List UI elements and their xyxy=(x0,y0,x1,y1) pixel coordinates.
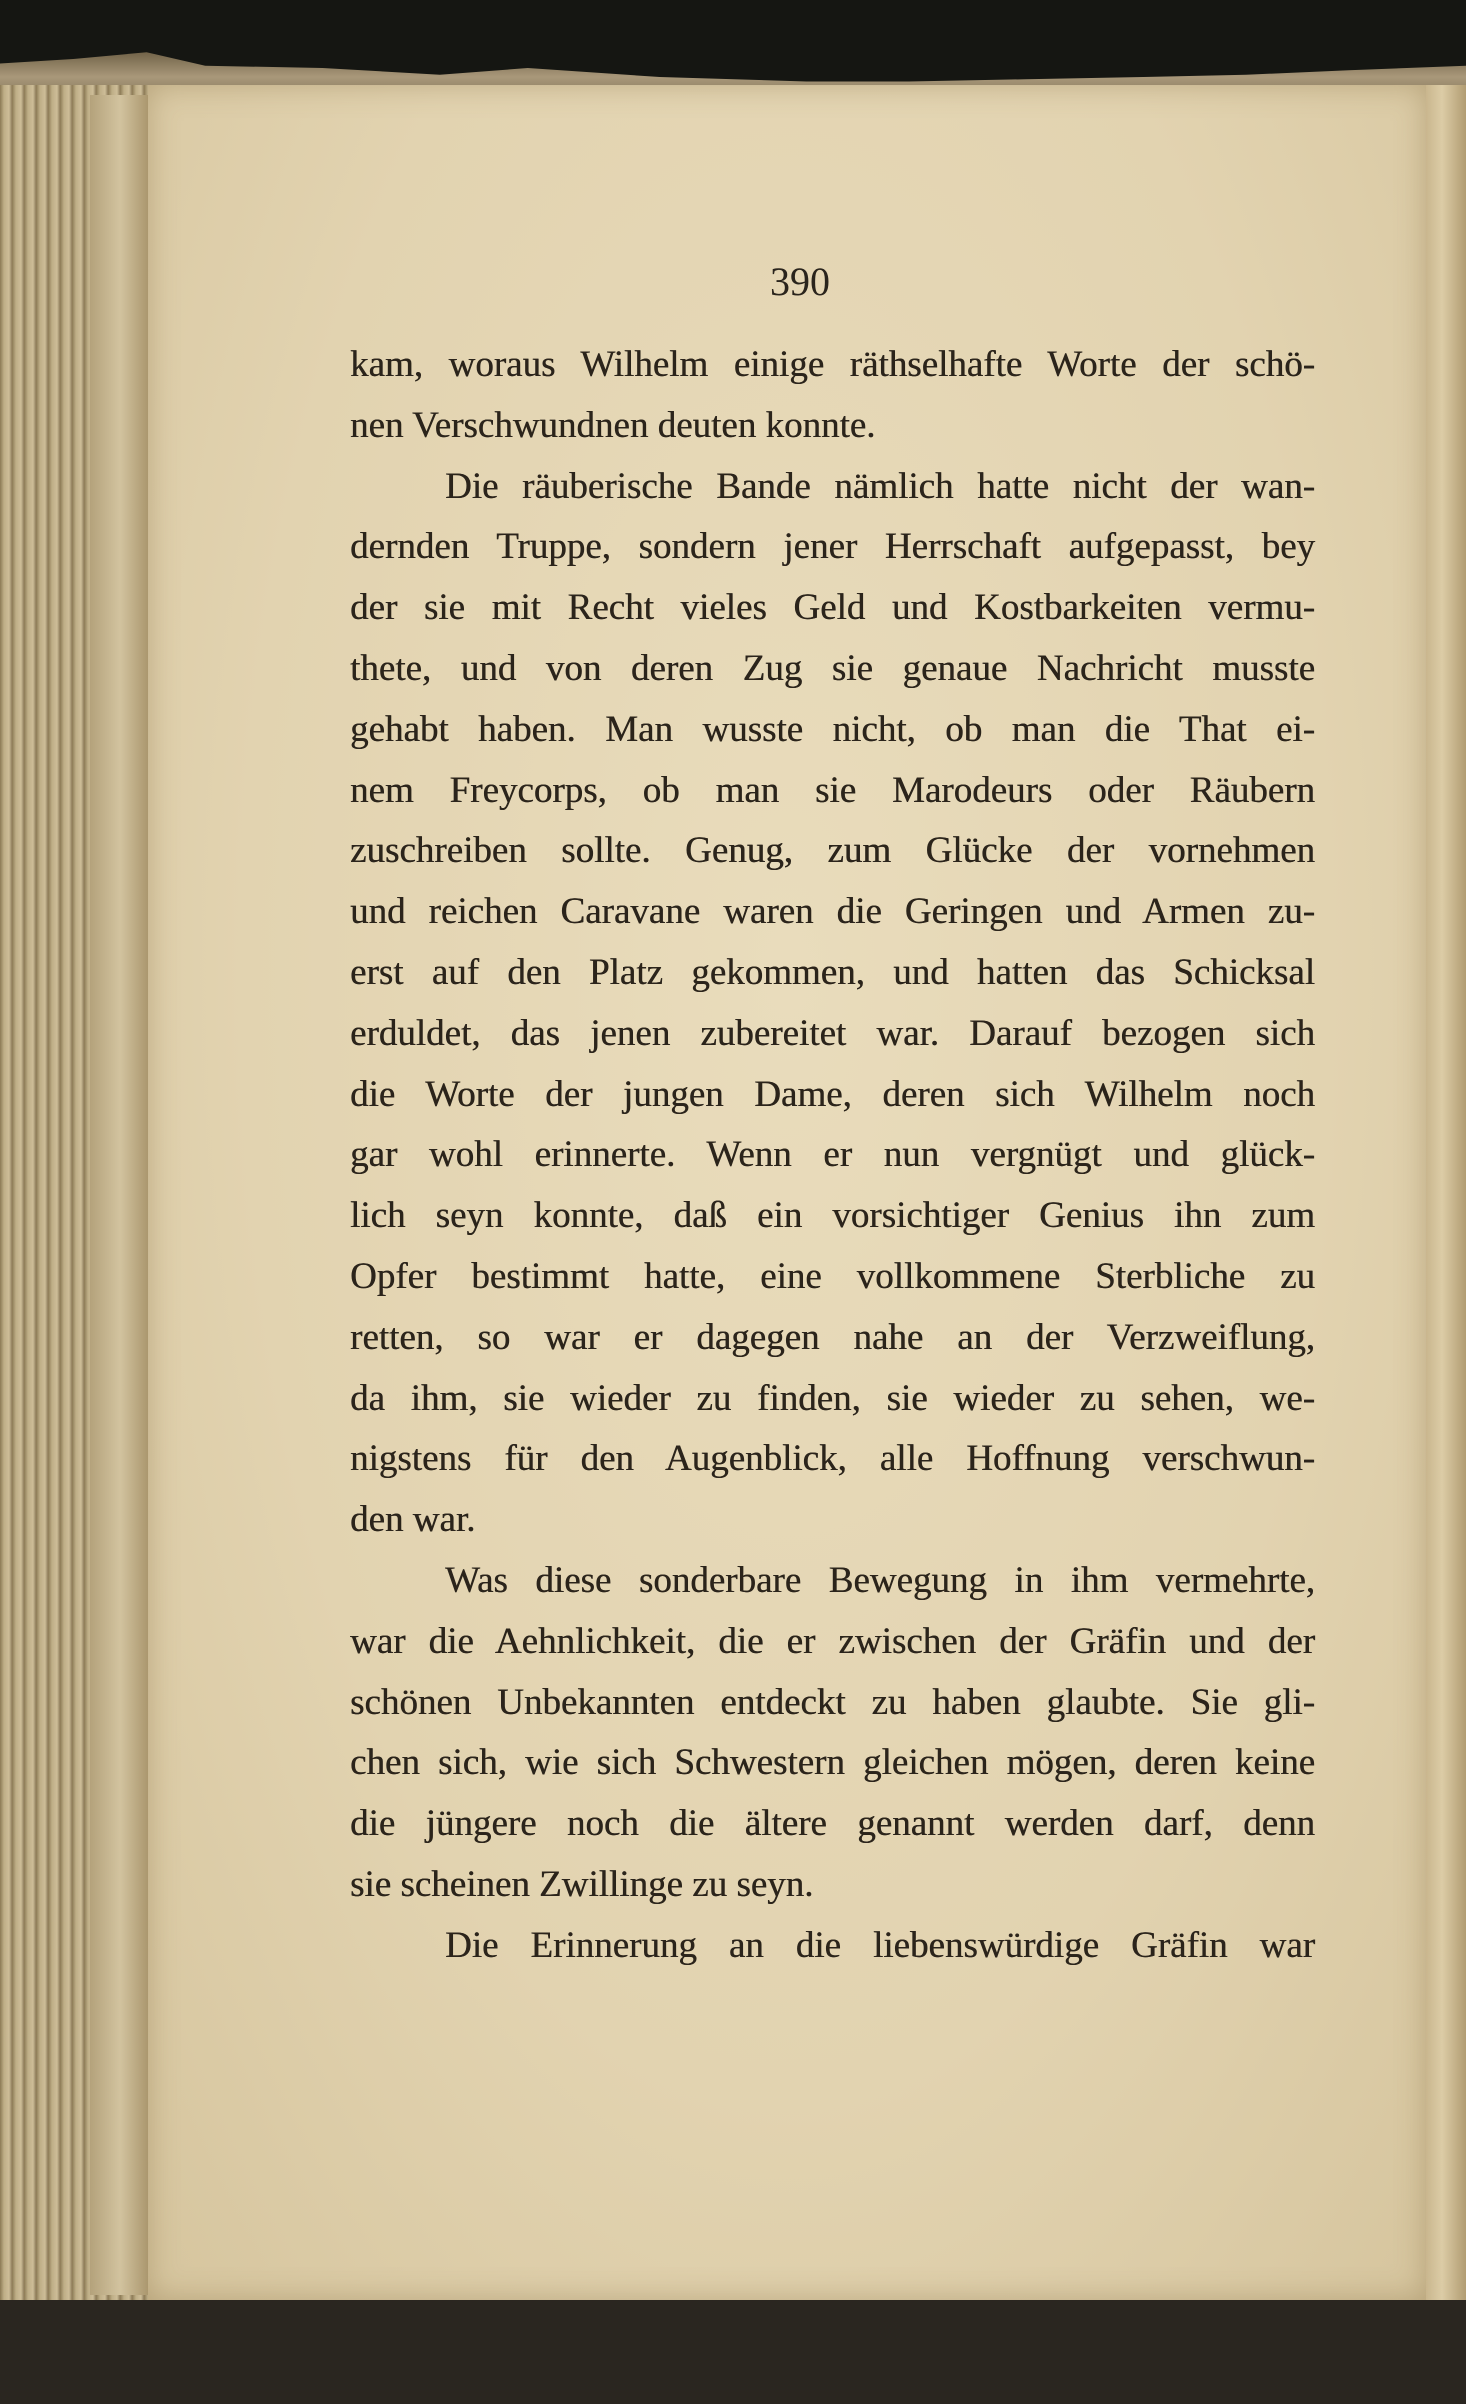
page-edges xyxy=(90,95,150,2295)
text-line: kam, woraus Wilhelm einige räthselhafte Worte der schö- xyxy=(350,344,1315,385)
page-number: 390 xyxy=(770,259,830,304)
text-line: zuschreiben sollte. Genug, zum Glücke der vornehmen xyxy=(350,830,1315,872)
body-text xyxy=(350,335,1315,1977)
text-line: der sie mit Recht vieles Geld und Kostbarkeiten vermu- xyxy=(350,587,1315,629)
text-line: die jüngere noch die ältere genannt werden darf, denn xyxy=(350,1803,1315,1845)
text-line: lich seyn konnte, daß ein vorsichtiger Genius ihn zum xyxy=(350,1195,1315,1237)
text-line: die Worte der jungen Dame, deren sich Wilhelm noch xyxy=(350,1073,1315,1115)
text-line: schönen Unbekannten entdeckt zu haben glaubte. Sie gli- xyxy=(350,1681,1315,1723)
text-line: sie scheinen Zwillinge zu seyn. xyxy=(350,1863,814,1905)
scan-background-bottom xyxy=(0,2300,1466,2404)
text-line: Opfer bestimmt hatte, eine vollkommene Sterbliche zu xyxy=(350,1255,1315,1297)
right-page-edge xyxy=(1426,85,1466,2300)
text-line: da ihm, sie wieder zu finden, sie wieder zu sehen, we- xyxy=(350,1377,1315,1419)
text-line: und reichen Caravane waren die Geringen und Armen zu- xyxy=(350,891,1315,933)
text-line: nigstens für den Augenblick, alle Hoffnung verschwun- xyxy=(350,1438,1315,1480)
left-page-stack xyxy=(0,85,150,2300)
text-line: Die Erinnerung an die liebenswürdige Gräfin war xyxy=(445,1924,1315,1966)
text-line: gar wohl erinnerte. Wenn er nun vergnügt und glück- xyxy=(350,1134,1315,1176)
text-line: Was diese sonderbare Bewegung in ihm vermehrte, xyxy=(445,1559,1315,1601)
text-line: nen Verschwundnen deuten konnte. xyxy=(350,404,876,446)
text-line: war die Aehnlichkeit, die er zwischen der Gräfin und der xyxy=(350,1620,1315,1662)
text-line: chen sich, wie sich Schwestern gleichen mögen, deren keine xyxy=(350,1742,1315,1784)
text-line: retten, so war er dagegen nahe an der Verzweiflung, xyxy=(350,1316,1315,1358)
text-line: erduldet, das jenen zubereitet war. Darauf bezogen sich xyxy=(350,1012,1315,1054)
text-line: thete, und von deren Zug sie genaue Nachricht musste xyxy=(350,647,1315,689)
text-line: erst auf den Platz gekommen, und hatten das Schicksal xyxy=(350,951,1315,993)
text-line: nem Freycorps, ob man sie Marodeurs oder Räubern xyxy=(350,769,1315,811)
text-line: gehabt haben. Man wusste nicht, ob man die That ei- xyxy=(350,708,1315,750)
text-line: den war. xyxy=(350,1499,476,1541)
text-line: Die räuberische Bande nämlich hatte nicht der wan- xyxy=(445,465,1315,507)
text-line: dernden Truppe, sondern jener Herrschaft aufgepasst, bey xyxy=(350,526,1315,568)
